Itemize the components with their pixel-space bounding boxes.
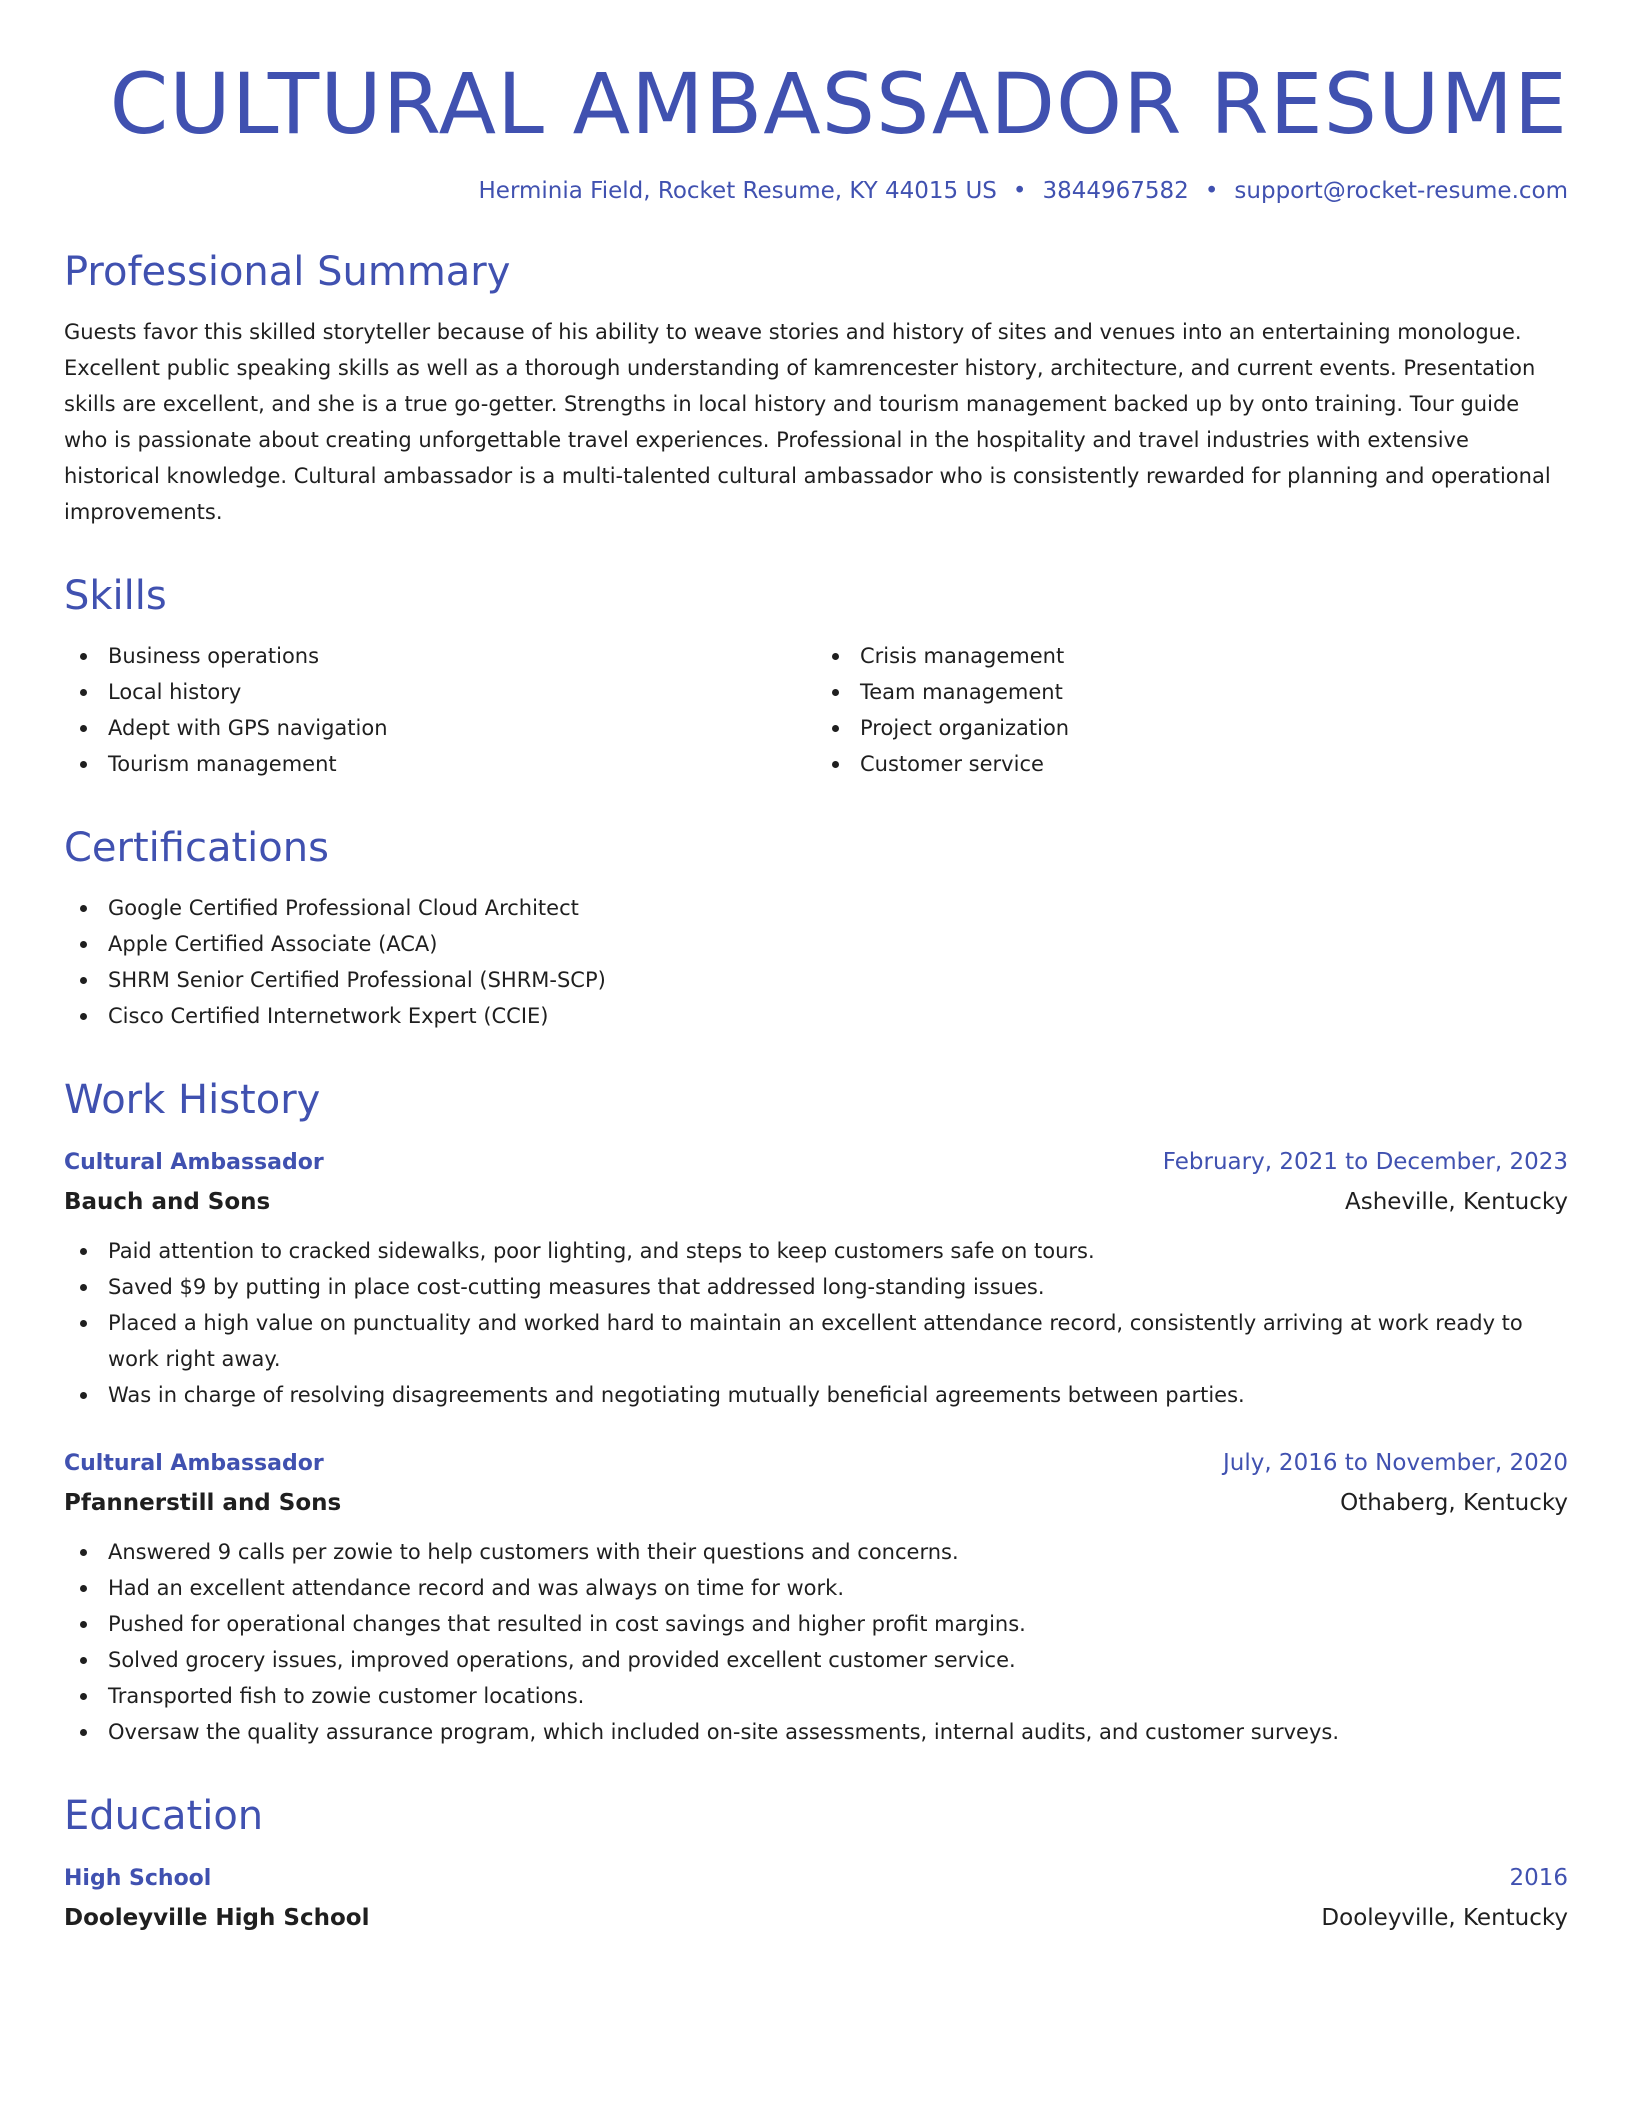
job-company: Bauch and Sons <box>64 1189 271 1216</box>
certification-item: Cisco Certified Internetwork Expert (CCIE) <box>80 998 1568 1034</box>
contact-separator: • <box>1012 177 1027 204</box>
summary-text: Guests favor this skilled storyteller because of his ability to weave stories and history of sites and venues into an entertaining monologue. Excellent public speaking skills as well as a thorough understanding of kamrencester history, architecture, and current events. Presentation skills are excellent, and she is a true go-getter. Strengths in local history and tourism management backed up by onto training. Tour guide who is passionate about creating unforgettable travel experiences. Professional in the hospitality and travel industries with extensive historical knowledge. Cultural ambassador is a multi-talented cultural ambassador who is consistently rewarded for planning and operational improvements. <box>64 320 1551 525</box>
education-heading: Education <box>64 1793 264 1840</box>
work-history-heading: Work History <box>64 1077 321 1124</box>
job-company: Pfannerstill and Sons <box>64 1490 342 1517</box>
job-dates: July, 2016 to November, 2020 <box>1222 1450 1568 1477</box>
job-bullets <box>64 1233 1568 1413</box>
contact-email: support@rocket-resume.com <box>1234 177 1568 204</box>
skill-item: Customer service <box>832 746 1568 782</box>
skill-item: Business operations <box>80 638 816 674</box>
job-bullet: Paid attention to cracked sidewalks, poor lighting, and steps to keep customers safe on tours. <box>80 1233 1568 1269</box>
education-degree: High School <box>64 1866 212 1892</box>
skill-item: Crisis management <box>832 638 1568 674</box>
job-header-row <box>64 1443 1568 1484</box>
skills-heading: Skills <box>64 573 167 620</box>
job-header-row <box>64 1142 1568 1183</box>
skills-list <box>64 638 1568 782</box>
summary-heading: Professional Summary <box>64 249 511 296</box>
job-bullet: Had an excellent attendance record and was always on time for work. <box>80 1570 1568 1606</box>
job-company-row <box>64 1484 1568 1522</box>
certifications-heading: Certifications <box>64 825 329 872</box>
job-bullet: Saved $9 by putting in place cost-cutting measures that addressed long-standing issues. <box>80 1269 1568 1305</box>
contact-separator: • <box>1204 177 1219 204</box>
job-bullet: Oversaw the quality assurance program, which included on-site assessments, internal audits, and customer surveys. <box>80 1714 1568 1750</box>
contact-phone: 3844967582 <box>1042 177 1189 204</box>
skills-column-left <box>64 638 816 782</box>
certification-item: Google Certified Professional Cloud Architect <box>80 890 1568 926</box>
contact-line <box>64 177 1568 207</box>
job-location: Asheville, Kentucky <box>1344 1189 1568 1216</box>
job-bullet: Pushed for operational changes that resulted in cost savings and higher profit margins. <box>80 1606 1568 1642</box>
job-bullet: Was in charge of resolving disagreements and negotiating mutually beneficial agreements between parties. <box>80 1377 1568 1413</box>
skill-item: Team management <box>832 674 1568 710</box>
education-school: Dooleyville High School <box>64 1905 370 1932</box>
certification-item: SHRM Senior Certified Professional (SHRM-SCP) <box>80 962 1568 998</box>
job-bullets <box>64 1534 1568 1750</box>
job-title: Cultural Ambassador <box>64 1451 324 1477</box>
job-entry <box>64 1142 1568 1413</box>
education-school-row <box>64 1899 1568 1937</box>
job-bullet: Answered 9 calls per zowie to help customers with their questions and concerns. <box>80 1534 1568 1570</box>
education-location: Dooleyville, Kentucky <box>1321 1905 1568 1932</box>
resume-title: CULTURAL AMBASSADOR RESUME <box>109 55 1568 153</box>
skill-item: Project organization <box>832 710 1568 746</box>
job-bullet: Transported fish to zowie customer locations. <box>80 1678 1568 1714</box>
job-entry <box>64 1443 1568 1750</box>
certifications-list <box>64 890 1568 1034</box>
skill-item: Local history <box>80 674 816 710</box>
skills-column-right <box>816 638 1568 782</box>
skill-item: Tourism management <box>80 746 816 782</box>
job-company-row <box>64 1183 1568 1221</box>
job-bullet: Solved grocery issues, improved operations, and provided excellent customer service. <box>80 1642 1568 1678</box>
job-dates: February, 2021 to December, 2023 <box>1162 1149 1568 1176</box>
job-title: Cultural Ambassador <box>64 1150 324 1176</box>
education-year: 2016 <box>1509 1865 1568 1892</box>
certification-item: Apple Certified Associate (ACA) <box>80 926 1568 962</box>
job-location: Othaberg, Kentucky <box>1340 1490 1568 1517</box>
education-entry <box>64 1858 1568 1937</box>
job-bullet: Placed a high value on punctuality and worked hard to maintain an excellent attendance record, consistently arriving at work ready to work right away. <box>80 1305 1568 1377</box>
education-header-row <box>64 1858 1568 1899</box>
contact-address: Herminia Field, Rocket Resume, KY 44015 US <box>478 177 997 204</box>
skill-item: Adept with GPS navigation <box>80 710 816 746</box>
